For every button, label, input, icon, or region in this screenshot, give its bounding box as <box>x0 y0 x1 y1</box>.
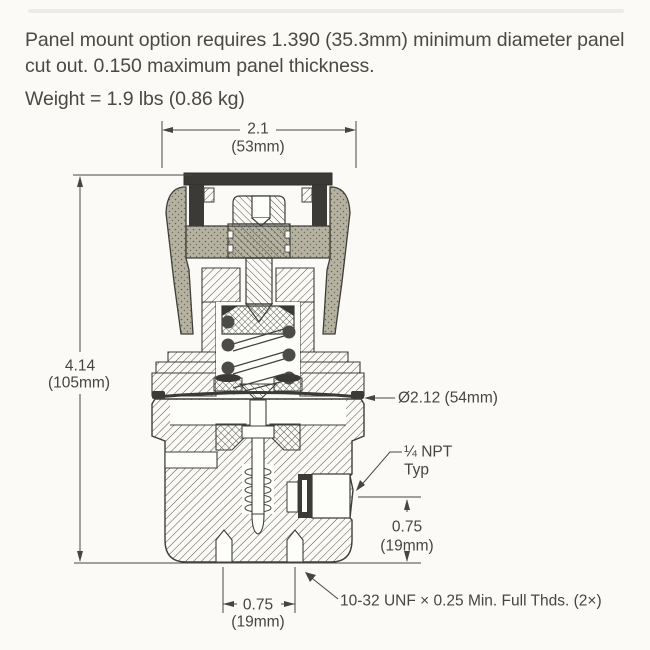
panel-mount-note: Panel mount option requires 1.390 (35.3mm) minimum diameter panel cut out. 0.150 maximum panel thickness. <box>25 29 625 77</box>
dim-width-in: 2.1 <box>247 120 269 138</box>
dim-hole-spacing-in: 0.75 <box>242 596 274 614</box>
dim-port-height-mm: (19mm) <box>380 537 434 555</box>
hex-socket <box>252 196 270 218</box>
dim-port-height-in: 0.75 <box>391 518 423 536</box>
leader-diameter <box>364 395 395 401</box>
retainer-clip-right <box>302 188 312 202</box>
knob-right-side <box>323 187 350 334</box>
weight-note: Weight = 1.9 lbs (0.86 kg) <box>25 88 245 110</box>
leader-mounting-thread <box>305 572 338 599</box>
cap-post-right <box>312 185 327 226</box>
mounting-thread-note: 10-32 UNF × 0.25 Min. Full Thds. (2×) <box>340 592 602 610</box>
npt-label-line1: ¼ NPT <box>404 443 453 461</box>
retainer-clip-left <box>204 188 214 202</box>
npt-label-line2: Typ <box>404 461 429 479</box>
dim-diameter: Ø2.12 (54mm) <box>398 389 498 407</box>
valve-body <box>152 399 364 562</box>
dim-hole-spacing-mm: (19mm) <box>231 613 285 631</box>
dim-width-mm: (53mm) <box>231 138 285 156</box>
leader-npt <box>356 452 402 491</box>
cap-post-left <box>189 185 204 226</box>
gauge-port-passage <box>165 452 217 468</box>
knob-left-side <box>166 187 193 334</box>
dim-height-in: 4.14 <box>64 357 96 375</box>
port-plug <box>312 474 350 518</box>
dim-height-mm: (105mm) <box>47 374 111 392</box>
